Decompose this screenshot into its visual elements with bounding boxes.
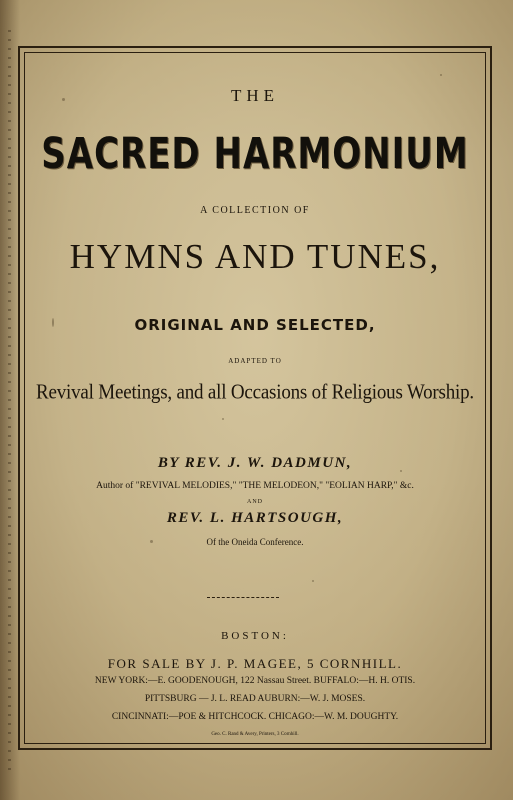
paper-speck (52, 318, 54, 327)
paper-speck (400, 470, 402, 472)
author-name: BY REV. J. W. DADMUN, (157, 455, 353, 471)
paper-speck (150, 540, 153, 543)
book-title: SACRED HARMONIUM (41, 129, 469, 179)
paper-speck (312, 580, 314, 582)
second-author-affiliation: Of the Oneida Conference. (206, 537, 304, 547)
agents-line-3: CINCINNATI:—POE & HITCHCOCK. CHICAGO:—W. M. DOUGHTY. (111, 712, 399, 722)
second-author-name: REV. L. HARTSOUGH, (166, 510, 344, 526)
and-separator: AND (247, 499, 263, 505)
agents-line-1: NEW YORK:—E. GOODENOUGH, 122 Nassau Street. BUFFALO:—H. H. OTIS. (94, 676, 416, 686)
ornamental-rule (207, 597, 279, 598)
purpose-line: Revival Meetings, and all Occasions of Religious Worship. (36, 380, 474, 404)
binding-holes (8, 30, 11, 770)
printers-line: Geo. C. Rand & Avery, Printers, 3 Cornhill. (211, 732, 299, 737)
imprint-city: BOSTON: (221, 630, 289, 642)
adapted-to-line: ADAPTED TO (228, 357, 282, 365)
subtitle-hymns: HYMNS AND TUNES, (69, 237, 441, 276)
agents-line-2: PITTSBURG — J. L. READ AUBURN:—W. J. MOSES. (144, 694, 366, 704)
paper-speck (440, 74, 442, 76)
publisher-line: FOR SALE BY J. P. MAGEE, 5 CORNHILL. (107, 656, 403, 671)
title-article: THE (230, 86, 280, 105)
original-selected-line: ORIGINAL AND SELECTED, (134, 316, 376, 334)
paper-speck (62, 98, 65, 101)
paper-speck (222, 418, 224, 420)
author-credits: Author of "REVIVAL MELODIES," "THE MELODEON," "EOLIAN HARP," &c. (96, 481, 414, 491)
collection-line: A COLLECTION OF (200, 205, 310, 216)
